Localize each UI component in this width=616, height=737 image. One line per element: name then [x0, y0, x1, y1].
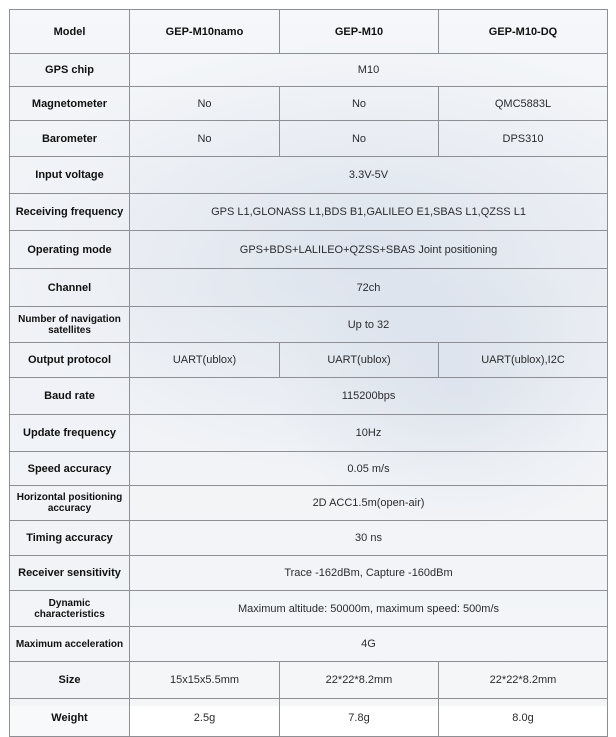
row-value: Maximum altitude: 50000m, maximum speed: 500m/s: [130, 591, 608, 627]
row-value: 15x15x5.5mm: [130, 662, 280, 699]
row-value: UART(ublox),I2C: [439, 343, 608, 378]
row-value: UART(ublox): [130, 343, 280, 378]
row-label: Number of navigation satellites: [10, 307, 130, 343]
row-label: Input voltage: [10, 157, 130, 194]
table-row: [10, 591, 608, 627]
row-value: 4G: [130, 627, 608, 662]
table-row: [10, 231, 608, 269]
row-value: 22*22*8.2mm: [280, 662, 439, 699]
row-label: Maximum acceleration: [10, 627, 130, 662]
table-row: [10, 452, 608, 486]
table-row: [10, 157, 608, 194]
row-label: Size: [10, 662, 130, 699]
row-label: Receiver sensitivity: [10, 556, 130, 591]
row-value: No: [130, 87, 280, 121]
row-value: 7.8g: [280, 699, 439, 737]
table-row: [10, 699, 608, 737]
row-label: Barometer: [10, 121, 130, 157]
row-label: GPS chip: [10, 54, 130, 87]
row-label: Speed accuracy: [10, 452, 130, 486]
table-row: [10, 194, 608, 231]
row-value: 115200bps: [130, 378, 608, 415]
header-cell-gep-m10: GEP-M10: [280, 10, 439, 54]
row-label: Receiving frequency: [10, 194, 130, 231]
row-value: No: [130, 121, 280, 157]
table-row: [10, 378, 608, 415]
row-value: UART(ublox): [280, 343, 439, 378]
table-row: [10, 486, 608, 521]
row-label: Timing accuracy: [10, 521, 130, 556]
spec-table: [9, 9, 608, 737]
row-value: Trace -162dBm, Capture -160dBm: [130, 556, 608, 591]
table-row: [10, 415, 608, 452]
row-value: 2D ACC1.5m(open-air): [130, 486, 608, 521]
table-row: [10, 521, 608, 556]
row-label: Dynamic characteristics: [10, 591, 130, 627]
table-row: [10, 87, 608, 121]
row-label: Magnetometer: [10, 87, 130, 121]
table-row: [10, 662, 608, 699]
row-value: 2.5g: [130, 699, 280, 737]
row-label: Update frequency: [10, 415, 130, 452]
header-cell-model: Model: [10, 10, 130, 54]
spec-table-container: [9, 9, 607, 724]
row-value: M10: [130, 54, 608, 87]
table-row: [10, 556, 608, 591]
row-label: Output protocol: [10, 343, 130, 378]
row-value: 8.0g: [439, 699, 608, 737]
table-row: [10, 627, 608, 662]
row-label: Weight: [10, 699, 130, 737]
table-row: [10, 343, 608, 378]
row-value: GPS L1,GLONASS L1,BDS B1,GALILEO E1,SBAS L1,QZSS L1: [130, 194, 608, 231]
row-label: Horizontal positioning accuracy: [10, 486, 130, 521]
table-row: [10, 121, 608, 157]
row-value: Up to 32: [130, 307, 608, 343]
row-value: 72ch: [130, 269, 608, 307]
header-cell-gep-m10-dq: GEP-M10-DQ: [439, 10, 608, 54]
row-value: GPS+BDS+LALILEO+QZSS+SBAS Joint positioning: [130, 231, 608, 269]
row-label: Baud rate: [10, 378, 130, 415]
header-row: [10, 10, 608, 54]
row-value: 3.3V-5V: [130, 157, 608, 194]
row-value: 10Hz: [130, 415, 608, 452]
header-cell-gep-m10namo: GEP-M10namo: [130, 10, 280, 54]
row-value: 0.05 m/s: [130, 452, 608, 486]
row-value: 22*22*8.2mm: [439, 662, 608, 699]
table-row: [10, 54, 608, 87]
table-row: [10, 269, 608, 307]
row-value: QMC5883L: [439, 87, 608, 121]
table-row: [10, 307, 608, 343]
row-value: No: [280, 87, 439, 121]
row-label: Channel: [10, 269, 130, 307]
row-value: No: [280, 121, 439, 157]
row-label: Operating mode: [10, 231, 130, 269]
row-value: DPS310: [439, 121, 608, 157]
row-value: 30 ns: [130, 521, 608, 556]
